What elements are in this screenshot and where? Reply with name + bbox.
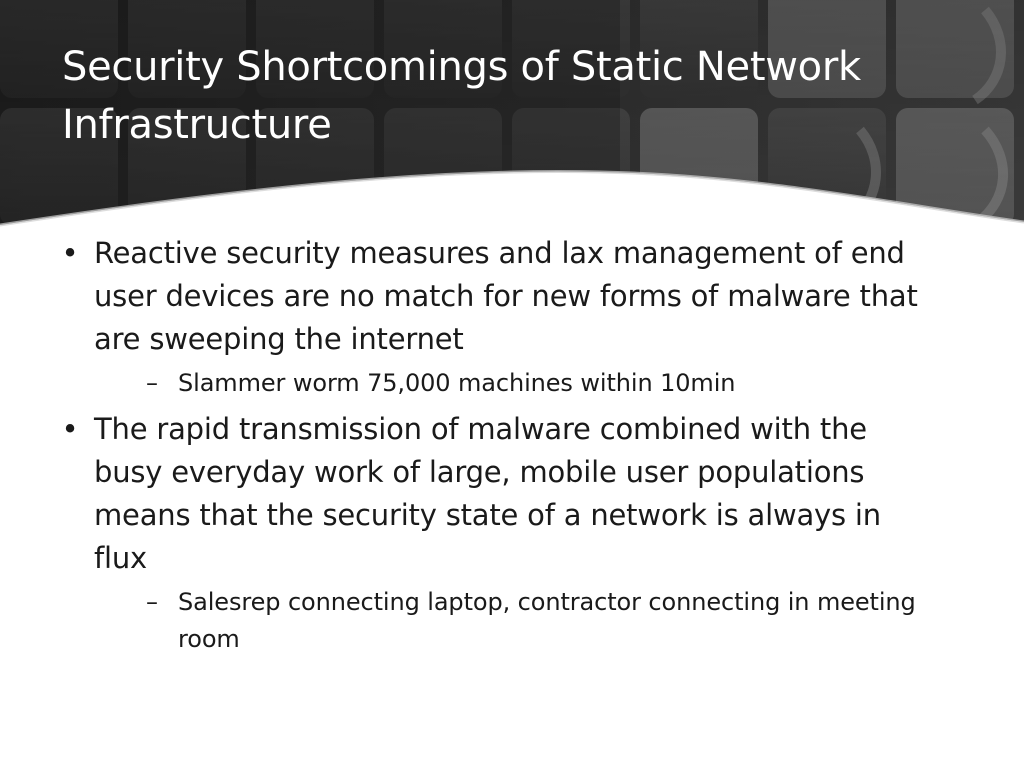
sub-bullet-list (94, 584, 940, 658)
sub-bullet-item (128, 584, 940, 658)
dash-icon: – (146, 588, 158, 616)
sub-bullet-item (128, 365, 940, 402)
bullet-icon: • (61, 236, 79, 270)
bullet-item (60, 408, 940, 658)
bullet-icon: • (61, 412, 79, 446)
dash-icon: – (146, 369, 158, 397)
sub-bullet-list (94, 365, 940, 402)
slide-body (60, 232, 940, 664)
bullet-text: The rapid transmission of malware combined with the busy everyday work of large, mobile user populations means that the security state of a network is always in flux (94, 412, 881, 575)
bullet-item (60, 232, 940, 402)
sub-bullet-text: Slammer worm 75,000 machines within 10min (178, 369, 736, 397)
slide-title: Security Shortcomings of Static Network Infrastructure (62, 44, 861, 148)
bullet-list (60, 232, 940, 658)
sub-bullet-text: Salesrep connecting laptop, contractor connecting in meeting room (178, 588, 916, 653)
bullet-text: Reactive security measures and lax management of end user devices are no match for new forms of malware that are sweeping the internet (94, 236, 918, 356)
